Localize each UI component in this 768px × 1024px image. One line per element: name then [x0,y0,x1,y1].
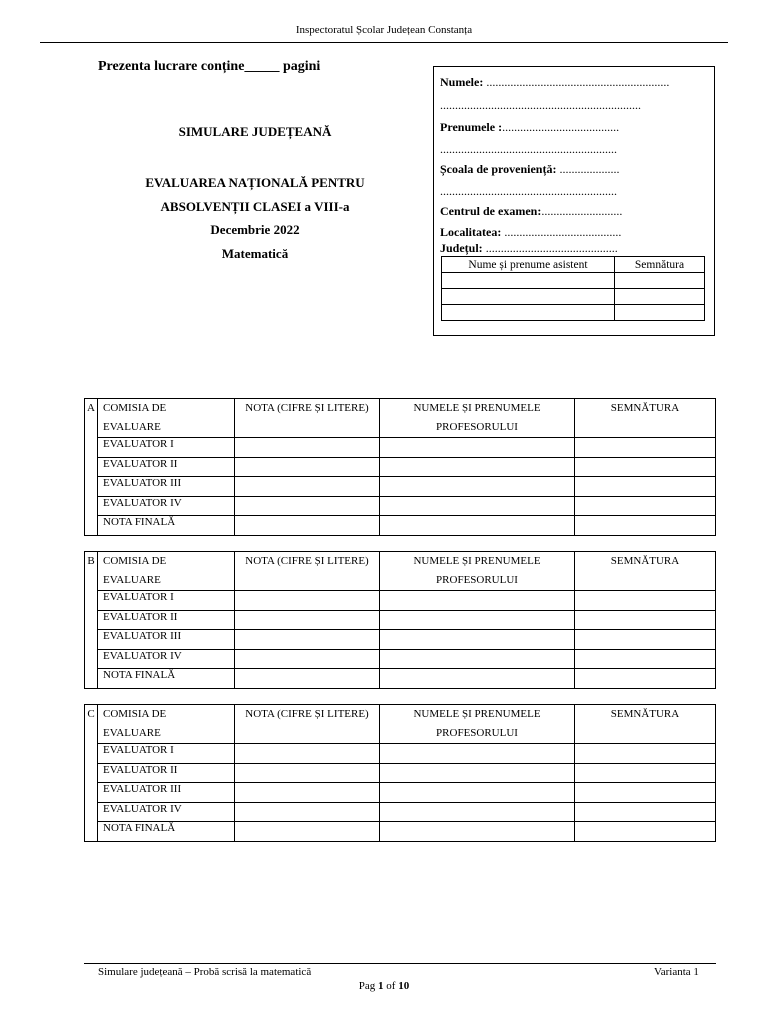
teacher-header-line-2: PROFESORULUI [436,421,518,433]
exam-date: Decembrie 2022 [210,222,300,237]
teacher-cell[interactable] [380,610,575,630]
evaluator-label: EVALUATOR III [98,477,235,497]
teacher-cell[interactable] [380,744,575,764]
signature-cell[interactable] [575,610,716,630]
section-letter: A [85,399,98,536]
assistant-row [442,305,705,321]
page-count-prefix: Prezenta lucrare conține [98,59,245,74]
assistant-name-header: Nume și prenume asistent [442,257,615,273]
teacher-cell[interactable] [380,438,575,458]
grade-cell[interactable] [235,822,380,842]
centru-field[interactable] [440,204,622,219]
nume-continuation[interactable]: ................................................................... [440,98,641,112]
commission-header [98,552,235,591]
evaluator-label: EVALUATOR II [98,610,235,630]
evaluator-label: EVALUATOR II [98,457,235,477]
scoala-field[interactable] [440,162,619,177]
signature-column-header: SEMNĂTURA [575,399,716,438]
grade-cell[interactable] [235,477,380,497]
evaluator-label: EVALUATOR I [98,591,235,611]
teacher-cell[interactable] [380,669,575,689]
prenume-label: Prenumele : [440,120,503,134]
commission-header-line-2: EVALUARE [103,421,161,433]
teacher-cell[interactable] [380,496,575,516]
teacher-column-header [380,705,575,744]
centru-label: Centrul de examen: [440,204,542,218]
grade-cell[interactable] [235,516,380,536]
evaluator-row [85,744,716,764]
grade-cell[interactable] [235,669,380,689]
footer-variant: Varianta 1 [654,966,699,978]
exam-simulation-title: SIMULARE JUDEȚEANĂ [178,124,332,139]
evaluator-label: EVALUATOR III [98,783,235,803]
commission-header-line-2: EVALUARE [103,727,161,739]
localitate-label: Localitatea: [440,225,502,239]
signature-cell[interactable] [575,763,716,783]
evaluator-row [85,477,716,497]
teacher-header-line-1: NUMELE ȘI PRENUMELE [413,708,541,720]
signature-cell[interactable] [575,744,716,764]
teacher-cell[interactable] [380,630,575,650]
evaluator-label: EVALUATOR II [98,763,235,783]
centru-dots: ........................... [541,204,623,218]
grade-cell[interactable] [235,630,380,650]
final-grade-label: NOTA FINALĂ [98,516,235,536]
teacher-header-line-2: PROFESORULUI [436,574,518,586]
nume-dots: ............................................................. [483,75,670,89]
teacher-header-line-1: NUMELE ȘI PRENUMELE [413,555,541,567]
grade-cell[interactable] [235,783,380,803]
grade-cell[interactable] [235,457,380,477]
signature-cell[interactable] [575,438,716,458]
grading-table-c [84,704,716,842]
final-grade-label: NOTA FINALĂ [98,822,235,842]
header-divider [40,42,728,43]
assistant-signature-cell[interactable] [615,305,705,321]
assistant-signature-cell[interactable] [615,289,705,305]
signature-cell[interactable] [575,496,716,516]
grade-column-header: NOTA (CIFRE ȘI LITERE) [235,705,380,744]
scoala-dots: .................... [556,162,620,176]
teacher-cell[interactable] [380,763,575,783]
prenume-dots: ....................................... [502,120,620,134]
evaluator-row [85,783,716,803]
grade-cell[interactable] [235,438,380,458]
assistant-name-cell[interactable] [442,273,615,289]
signature-cell[interactable] [575,669,716,689]
evaluator-row [85,496,716,516]
assistant-name-cell[interactable] [442,289,615,305]
page-count-line [98,59,320,75]
commission-header-line-1: COMISIA DE [103,708,167,720]
judet-dots: ............................................ [482,241,618,255]
nume-label: Numele: [440,75,484,89]
evaluator-row [85,630,716,650]
page-number [0,980,768,992]
page-count-blank: _____ [244,59,280,74]
signature-cell[interactable] [575,457,716,477]
grade-cell[interactable] [235,744,380,764]
evaluator-row [85,591,716,611]
exam-title-line-1: EVALUAREA NAȚIONALĂ PENTRU [145,175,365,190]
grade-cell[interactable] [235,649,380,669]
signature-cell[interactable] [575,802,716,822]
teacher-cell[interactable] [380,649,575,669]
evaluator-label: EVALUATOR IV [98,802,235,822]
judet-field[interactable] [440,241,618,256]
teacher-cell[interactable] [380,477,575,497]
evaluator-label: EVALUATOR I [98,744,235,764]
footer-divider [84,963,716,964]
teacher-header-line-2: PROFESORULUI [436,727,518,739]
assistant-table-header [442,257,705,273]
evaluator-label: EVALUATOR I [98,438,235,458]
signature-cell[interactable] [575,591,716,611]
section-letter: C [85,705,98,842]
prenume-field[interactable] [440,120,619,135]
grading-table-b [84,551,716,689]
final-grade-row [85,669,716,689]
grading-table-a [84,398,716,536]
grade-cell[interactable] [235,763,380,783]
assistant-name-cell[interactable] [442,305,615,321]
page-of: of [383,980,399,992]
section-letter: B [85,552,98,689]
teacher-cell[interactable] [380,802,575,822]
evaluator-label: EVALUATOR IV [98,496,235,516]
header-title: Inspectoratul Școlar Județean Constanța [295,24,473,36]
localitate-dots: ....................................... [501,225,622,239]
commission-header [98,399,235,438]
assistant-table [441,256,705,321]
commission-header-line-2: EVALUARE [103,574,161,586]
signature-cell[interactable] [575,783,716,803]
commission-header-line-1: COMISIA DE [103,402,167,414]
teacher-cell[interactable] [380,783,575,803]
assistant-signature-cell[interactable] [615,273,705,289]
grading-header-row [85,399,716,438]
signature-cell[interactable] [575,649,716,669]
evaluator-row [85,802,716,822]
grade-cell[interactable] [235,496,380,516]
grade-cell[interactable] [235,610,380,630]
signature-column-header: SEMNĂTURA [575,705,716,744]
assistant-signature-header: Semnătura [615,257,705,273]
teacher-header-line-1: NUMELE ȘI PRENUMELE [413,402,541,414]
assistant-row [442,289,705,305]
grade-column-header: NOTA (CIFRE ȘI LITERE) [235,552,380,591]
page-count-suffix: pagini [279,59,321,74]
evaluator-label: EVALUATOR IV [98,649,235,669]
final-grade-label: NOTA FINALĂ [98,669,235,689]
evaluator-row [85,649,716,669]
assistant-row [442,273,705,289]
teacher-column-header [380,552,575,591]
nume-field[interactable] [440,75,669,90]
exam-title-line-2: ABSOLVENȚII CLASEI a VIII-a [160,199,350,214]
grade-column-header: NOTA (CIFRE ȘI LITERE) [235,399,380,438]
evaluator-label: EVALUATOR III [98,630,235,650]
scoala-label: Școala de proveniență: [440,162,557,176]
signature-column-header: SEMNĂTURA [575,552,716,591]
teacher-cell[interactable] [380,822,575,842]
grade-cell[interactable] [235,591,380,611]
signature-cell[interactable] [575,477,716,497]
evaluator-row [85,457,716,477]
scoala-continuation[interactable]: ........................................................... [440,184,617,198]
signature-cell[interactable] [575,822,716,842]
grading-header-row [85,705,716,744]
judet-label: Județul: [440,241,483,255]
footer-exam-name: Simulare județeană – Probă scrisă la matematică [98,966,312,978]
teacher-column-header [380,399,575,438]
teacher-cell[interactable] [380,457,575,477]
commission-header-line-1: COMISIA DE [103,555,167,567]
final-grade-row [85,822,716,842]
final-grade-row [85,516,716,536]
localitate-field[interactable] [440,225,621,240]
evaluator-row [85,763,716,783]
grading-header-row [85,552,716,591]
page-prefix: Pag [358,980,379,992]
prenume-continuation[interactable]: ........................................................... [440,142,617,156]
page-total: 10 [398,980,410,992]
signature-cell[interactable] [575,516,716,536]
page-current: 1 [378,980,384,992]
grade-cell[interactable] [235,802,380,822]
teacher-cell[interactable] [380,516,575,536]
teacher-cell[interactable] [380,591,575,611]
commission-header [98,705,235,744]
evaluator-row [85,610,716,630]
evaluator-row [85,438,716,458]
exam-subject: Matematică [221,246,289,261]
student-identification-box [433,66,715,336]
signature-cell[interactable] [575,630,716,650]
